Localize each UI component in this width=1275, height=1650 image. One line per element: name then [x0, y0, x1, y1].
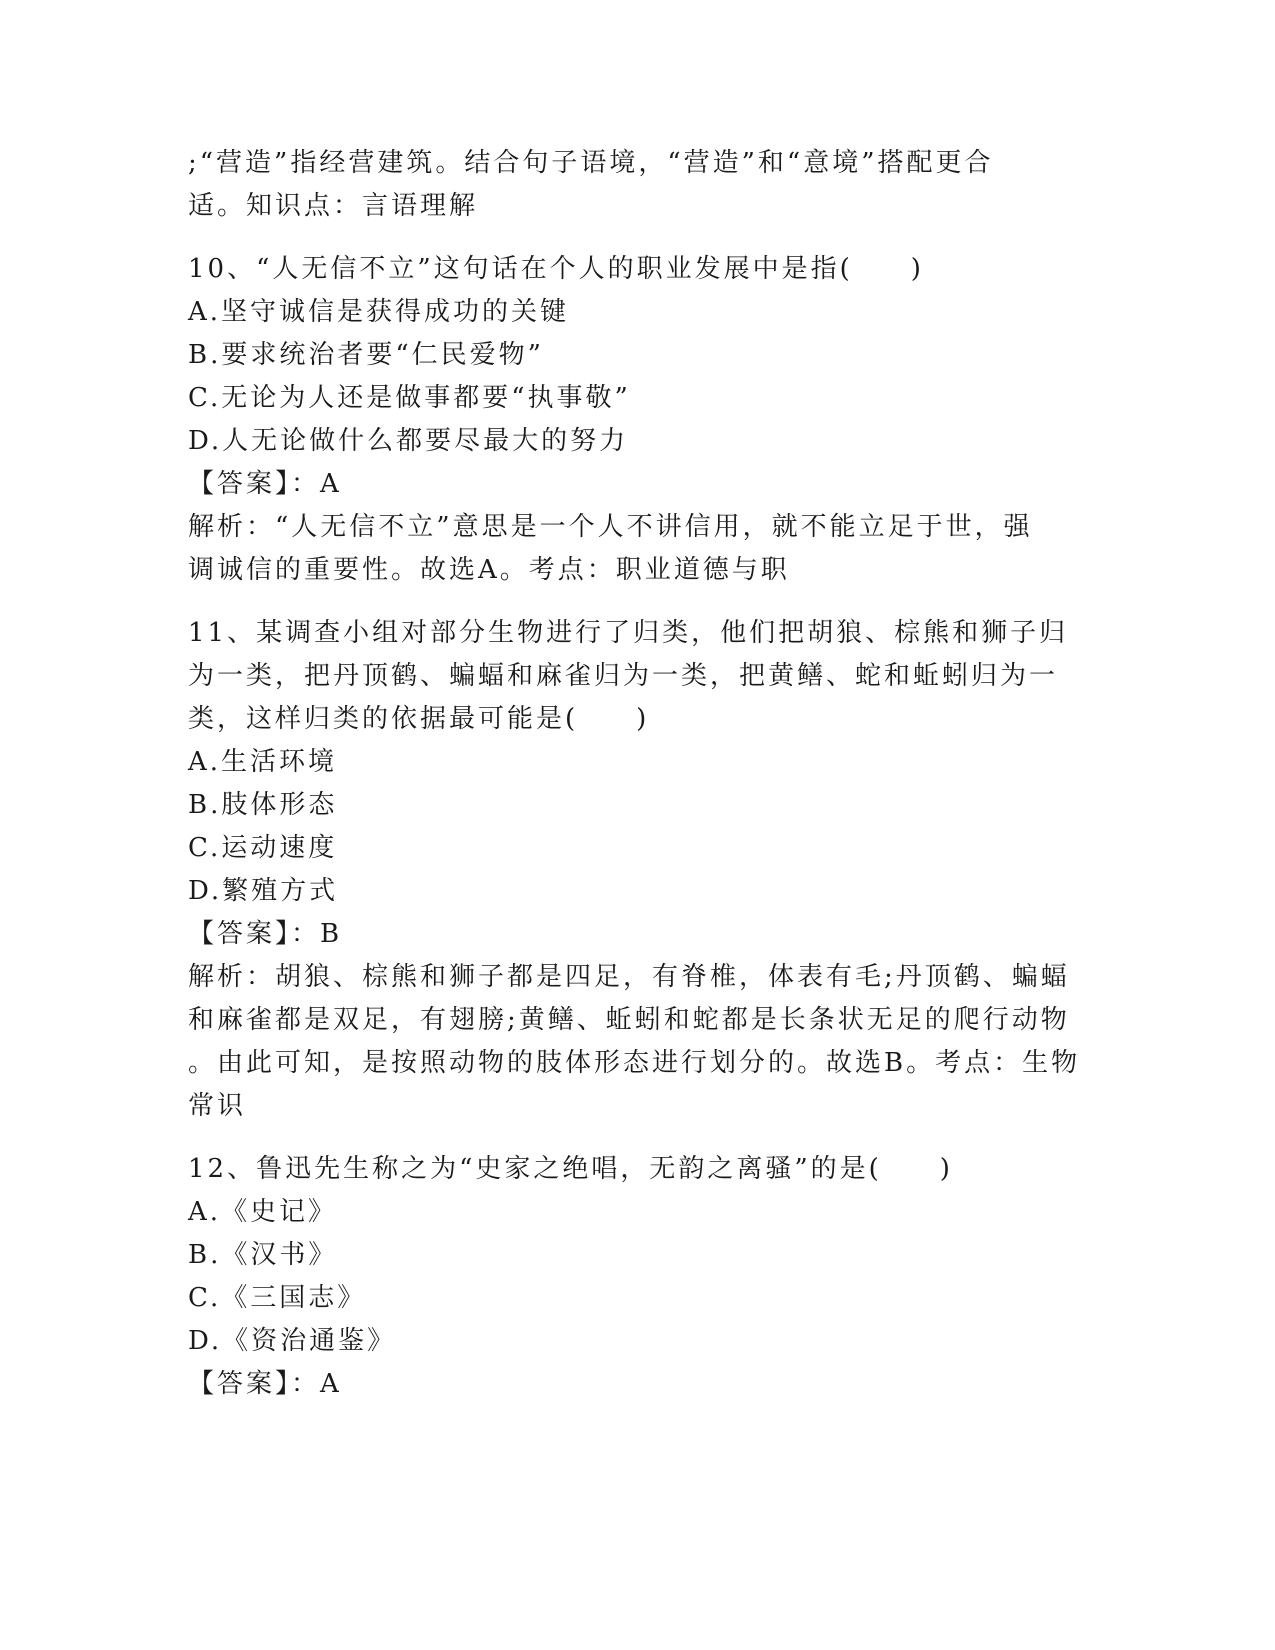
question-11	[188, 612, 1088, 1128]
continuation-block	[188, 142, 1088, 228]
question-stem: 12、鲁迅先生称之为“史家之绝唱，无韵之离骚”的是( )	[188, 1154, 953, 1184]
question-12	[188, 1148, 1088, 1406]
option-a: A.生活环境	[188, 747, 338, 777]
option-d: D.繁殖方式	[188, 876, 339, 906]
option-b: B.肢体形态	[188, 790, 338, 820]
option-d: D.《资治通鉴》	[188, 1326, 397, 1356]
option-a: A.坚守诚信是获得成功的关键	[188, 297, 570, 327]
question-stem: 类，这样归类的依据最可能是( )	[188, 704, 650, 734]
analysis-line: 调诚信的重要性。故选A。考点：职业道德与职	[188, 555, 790, 585]
option-c: C.运动速度	[188, 833, 338, 863]
question-stem: 11、某调查小组对部分生物进行了归类，他们把胡狼、棕熊和狮子归	[188, 618, 1069, 648]
option-c: C.《三国志》	[188, 1283, 367, 1313]
option-b: B.要求统治者要“仁民爱物”	[188, 340, 544, 370]
analysis-line: 解析：“人无信不立”意思是一个人不讲信用，就不能立足于世，强	[188, 512, 1033, 542]
option-c: C.无论为人还是做事都要“执事敬”	[188, 383, 631, 413]
question-stem: 为一类，把丹顶鹤、蝙蝠和麻雀归为一类，把黄鳝、蛇和蚯蚓归为一	[188, 661, 1059, 691]
option-b: B.《汉书》	[188, 1240, 338, 1270]
answer: 【答案】：A	[188, 1369, 342, 1399]
continuation-line: ;“营造”指经营建筑。结合句子语境，“营造”和“意境”搭配更合	[188, 148, 994, 178]
option-d: D.人无论做什么都要尽最大的努力	[188, 426, 629, 456]
answer: 【答案】：A	[188, 469, 342, 499]
continuation-line: 适。知识点：言语理解	[188, 191, 479, 221]
analysis-line: 解析：胡狼、棕熊和狮子都是四足，有脊椎，体表有毛;丹顶鹤、蝙蝠	[188, 962, 1070, 992]
option-a: A.《史记》	[188, 1197, 338, 1227]
question-10	[188, 248, 1088, 592]
analysis-line: 和麻雀都是双足，有翅膀;黄鳝、蚯蚓和蛇都是长条状无足的爬行动物	[188, 1005, 1070, 1035]
document-page	[188, 142, 1088, 1406]
analysis-line: 常识	[188, 1091, 247, 1121]
answer: 【答案】：B	[188, 919, 343, 949]
analysis-line: 。由此可知，是按照动物的肢体形态进行划分的。故选B。考点：生物	[188, 1048, 1081, 1078]
question-stem: 10、“人无信不立”这句话在个人的职业发展中是指( )	[188, 254, 924, 284]
